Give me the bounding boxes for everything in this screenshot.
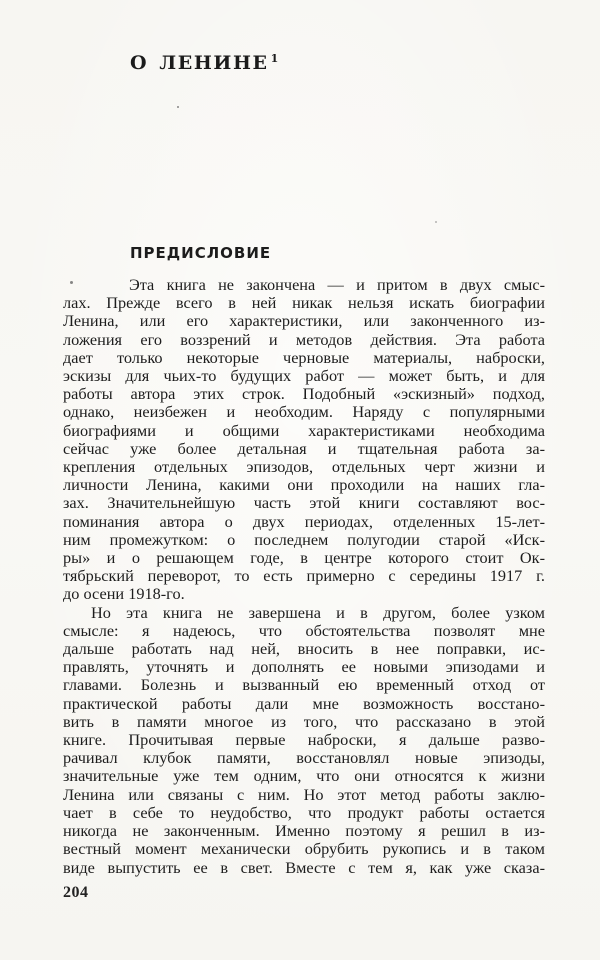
text-line: работы автора этих строк. Подобный «эскизный» подход, [63, 384, 545, 404]
text-line: сейчас уже более детальная и тщательная работа за- [63, 438, 545, 458]
text-line: тябрьский переворот, то есть примерно с середины 1917 г. [63, 566, 545, 586]
text-line: главами. Болезнь и вызванный ею временный отход от [63, 675, 545, 695]
text-line: значительные уже тем одним, что они относятся к жизни [63, 766, 545, 786]
text-line: виде выпустить ее в свет. Вместе с тем я, как уже сказа- [63, 857, 545, 877]
scan-speck [435, 221, 437, 223]
text-line: чает в себе то неудобство, что продукт работы остается [63, 802, 545, 822]
text-line: вить в памяти многое из того, что рассказано в этой [63, 711, 545, 731]
text-line: биографиями и общими характеристиками необходима [63, 420, 545, 440]
text-line: Ленина или связаны с ним. Но этот метод работы заклю- [63, 784, 545, 804]
text-line: рачивал клубок памяти, восстановлял новые эпизоды, [63, 748, 545, 768]
text-line: правлять, уточнять и дополнять ее новыми эпизодами и [63, 657, 545, 677]
text-line: однако, неизбежен и необходим. Наряду с популярными [63, 402, 545, 422]
text-line: Ленина, или его характеристики, или законченного из- [63, 311, 545, 331]
text-line: вестный момент механически обрубить рукопись и в таком [63, 839, 545, 859]
text-line: зах. Значительнейшую часть этой книги составляют вос- [63, 493, 545, 513]
footnote-reference: 1 [270, 52, 279, 65]
text-line: лах. Прежде всего в ней никак нельзя искать биографии [63, 293, 545, 313]
scan-speck [70, 281, 73, 284]
text-line: практической работы дали мне возможность восстано- [63, 693, 545, 713]
text-line: Но эта книга не завершена и в другом, более узком [91, 602, 545, 622]
section-heading: ПРЕДИСЛОВИЕ [130, 244, 272, 262]
text-line: ложения его воззрений и методов действия. Эта работа [63, 329, 545, 349]
text-line: дает только некоторые черновые материалы, наброски, [63, 347, 545, 367]
text-line: ры» и о решающем годе, в центре которого стоит Ок- [63, 548, 545, 568]
text-line: крепления отдельных эпизодов, отдельных черт жизни и [63, 457, 545, 477]
text-line: до осени 1918-го. [63, 584, 185, 604]
text-line: дальше работать над ней, вносить в нее поправки, ис- [63, 639, 545, 659]
text-line: ним промежутком: о последнем полугодии старой «Иск- [63, 529, 545, 549]
text-line: никогда не законченным. Именно поэтому я решил в из- [63, 821, 545, 841]
text-line: книге. Прочитывая первые наброски, я дальше разво- [63, 730, 545, 750]
text-line: Эта книга не закончена — и притом в двух смыс- [129, 275, 545, 294]
chapter-title [130, 52, 278, 74]
text-line: смысле: я надеюсь, что обстоятельства позволят мне [63, 620, 545, 640]
text-line: поминания автора о двух периодах, отделенных 15-лет- [63, 511, 545, 531]
scan-speck [177, 106, 179, 108]
chapter-title-text: О ЛЕНИНЕ [130, 52, 269, 74]
page-number: 204 [63, 884, 89, 901]
text-line: личности Ленина, какими они проходили на наших гла- [63, 475, 545, 495]
body-text [63, 276, 545, 877]
text-line: эскизы для чьих-то будущих работ — может быть, и для [63, 366, 545, 386]
